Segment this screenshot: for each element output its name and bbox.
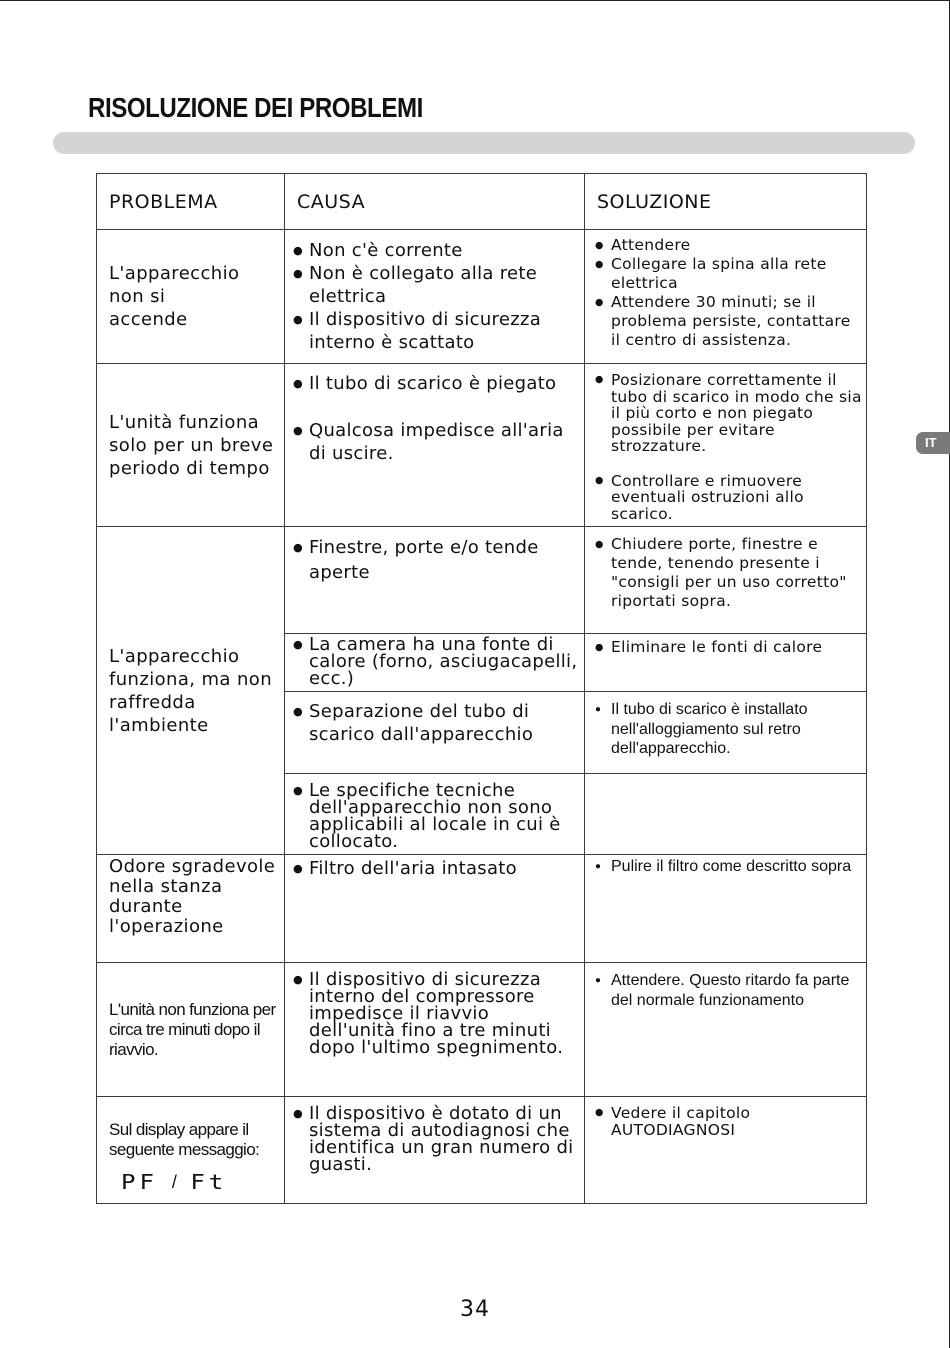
list-item: ● Posizionare correttamente il tubo di scarico in modo che sia il più corto e non piegato possibile per evitare strozzature. xyxy=(595,372,862,455)
list-item: ● Chiudere porte, finestre e tende, tenendo presente i "consigli per un uso corretto" riportati sopra. xyxy=(595,535,862,611)
display-separator: / xyxy=(171,1172,177,1192)
list-item: ● Attendere 30 minuti; se il problema persiste, contattare il centro di assistenza. xyxy=(595,293,862,350)
problem-cell xyxy=(97,855,285,963)
table-row xyxy=(97,1097,867,1204)
page-title: RISOLUZIONE DEI PROBLEMI xyxy=(88,92,423,123)
display-code-pf: PF xyxy=(121,1170,158,1194)
list-item: ● Il dispositivo di sicurezza interno del compressore impedisce il riavvio dell'unità fino a tre minuti dopo l'ultimo spegnimento. xyxy=(293,971,580,1056)
header-solution: SOLUZIONE xyxy=(585,174,867,230)
problem-text: Odore sgradevole nella stanza durante l'operazione xyxy=(109,856,276,937)
list-item: ● Controllare e rimuovere eventuali ostruzioni allo scarico. xyxy=(595,473,862,523)
list-item: ● Attendere. Questo ritardo fa parte del normale funzionamento xyxy=(595,971,862,1010)
header-cause: CAUSA xyxy=(285,174,585,230)
cause-cell xyxy=(285,364,585,527)
table-row xyxy=(97,364,867,527)
cause-cell xyxy=(285,634,585,692)
page-border-top xyxy=(0,0,950,1)
solution-cell xyxy=(585,527,867,634)
list-item: ● La camera ha una fonte di calore (forno, asciugacapelli, ecc.) xyxy=(293,636,580,687)
cause-cell xyxy=(285,963,585,1097)
list-item: ● Non è collegato alla rete elettrica xyxy=(293,262,580,308)
list-item: ● Le specifiche tecniche dell'apparecchio non sono applicabili al locale in cui è collocato. xyxy=(293,782,580,850)
solution-cell xyxy=(585,774,867,855)
title-underline-bar xyxy=(53,132,915,154)
solution-cell xyxy=(585,230,867,364)
list-item: ● Filtro dell'aria intasato xyxy=(293,857,580,880)
page-number: 34 xyxy=(460,1297,490,1322)
cause-cell xyxy=(285,855,585,963)
troubleshooting-table xyxy=(96,173,867,1204)
table-row xyxy=(97,230,867,364)
solution-cell xyxy=(585,692,867,774)
list-item: ● Il tubo di scarico è installato nell'alloggiamento sul retro dell'apparecchio. xyxy=(595,700,862,759)
cause-cell xyxy=(285,774,585,855)
display-code-ft: Ft xyxy=(190,1170,228,1194)
solution-cell xyxy=(585,963,867,1097)
problem-cell: L'apparecchio non si accende xyxy=(97,230,285,364)
list-item: ● Non c'è corrente xyxy=(293,239,580,262)
display-message xyxy=(109,1172,280,1192)
solution-cell xyxy=(585,855,867,963)
table-row xyxy=(97,855,867,963)
list-item: ● Attendere xyxy=(595,236,862,255)
cause-cell xyxy=(285,527,585,634)
cause-cell xyxy=(285,230,585,364)
problem-cell xyxy=(97,1097,285,1204)
language-tab: IT xyxy=(916,432,950,454)
table-row xyxy=(97,963,867,1097)
problem-cell: L'unità non funziona per circa tre minuti dopo il riavvio. xyxy=(97,963,285,1097)
solution-cell xyxy=(585,364,867,527)
list-item: ● Separazione del tubo di scarico dall'apparecchio xyxy=(293,700,580,746)
table-header-row xyxy=(97,174,867,230)
cause-cell xyxy=(285,1097,585,1204)
list-item: ● Finestre, porte e/o tende aperte xyxy=(293,535,580,585)
problem-cell: L'unità funziona solo per un breve periodo di tempo xyxy=(97,364,285,527)
solution-cell xyxy=(585,634,867,692)
list-item: ● Qualcosa impedisce all'aria di uscire. xyxy=(293,419,580,465)
solution-cell xyxy=(585,1097,867,1204)
header-problem: PROBLEMA xyxy=(97,174,285,230)
list-item: ● Vedere il capitolo AUTODIAGNOSI xyxy=(595,1105,862,1138)
problem-text: Sul display appare il seguente messaggio: xyxy=(109,1120,260,1159)
problem-cell: L'apparecchio funziona, ma non raffredda l'ambiente xyxy=(97,527,285,855)
list-item: ● Pulire il filtro come descritto sopra xyxy=(595,857,862,877)
list-item: ● Il dispositivo di sicurezza interno è scattato xyxy=(293,308,580,354)
list-item: ● Il dispositivo è dotato di un sistema di autodiagnosi che identifica un gran numero di guasti. xyxy=(293,1105,580,1173)
list-item: ● Il tubo di scarico è piegato xyxy=(293,372,580,395)
list-item: ● Collegare la spina alla rete elettrica xyxy=(595,255,862,293)
table-row xyxy=(97,527,867,634)
list-item: ● Eliminare le fonti di calore xyxy=(595,638,862,657)
cause-cell xyxy=(285,692,585,774)
